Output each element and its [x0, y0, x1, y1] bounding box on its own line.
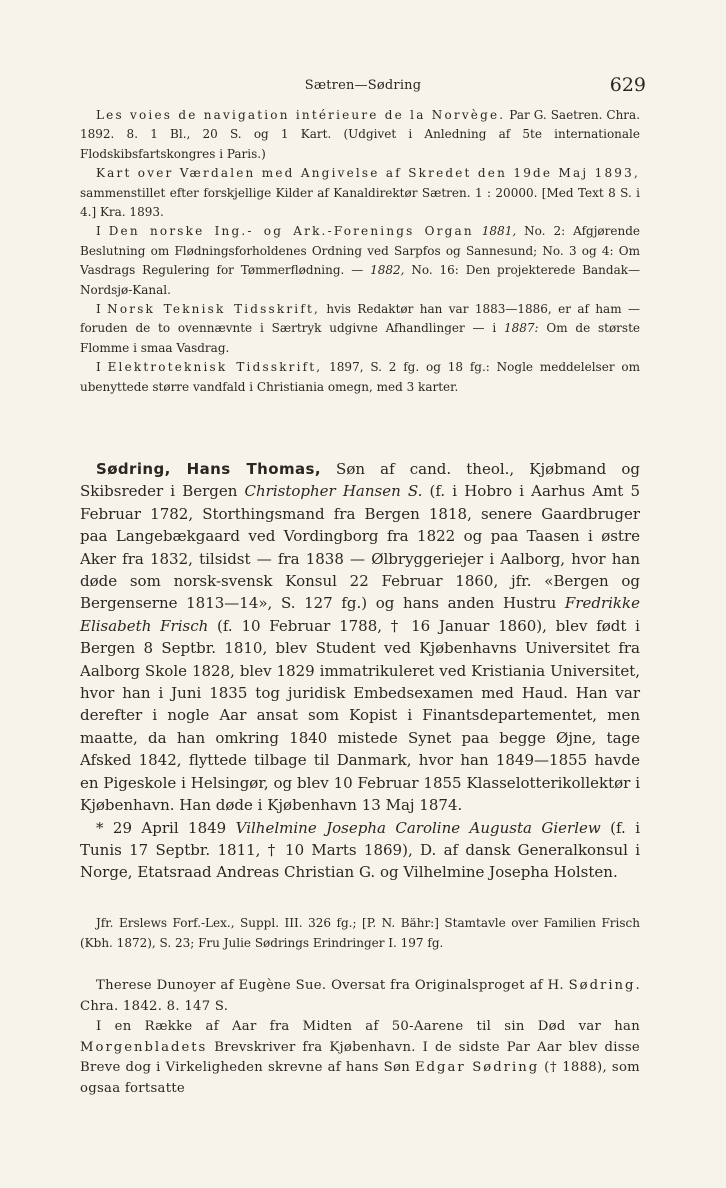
title-kart: Kart over Værdalen med Angivelse af Skredet den 19de Maj 1893,: [96, 166, 640, 181]
title-teknisk: Norsk Teknisk Tidsskrift,: [107, 302, 321, 317]
bib-entry-elektro: I Elektroteknisk Tidsskrift, 1897, S. 2 fg. og 18 fg.: Nogle meddelelser om ubenyttede større vandfald i Christiania omegn, med 3 karter.: [80, 360, 640, 394]
father-name: Christopher Hansen S.: [244, 482, 423, 501]
bib-entry-ing-organ: I Den norske Ing.- og Ark.-Forenings Organ 1881, No. 2: Afgjørende Beslutning om Flødningsforholdenes Ordning ved Sarpfos og Sannesund; No. 3 og 4: Om Vasdrags Regulering for Tømmerflødning. — 1882, No. 16: Den projekterede Bandak—Nordsjø-Kanal.: [80, 224, 640, 297]
mother-name: Fredrikke Elisabeth Frisch: [80, 594, 640, 635]
title-ing-organ: Den norske Ing.- og Ark.-Forenings Organ: [108, 224, 474, 239]
bib-entry-kart: Kart over Værdalen med Angivelse af Skredet den 19de Maj 1893, sammenstillet efter forskjellige Kilder af Kanaldirektør Sætren. 1 : 20000. [Med Text 8 S. i 4.] Kra. 1893.: [80, 166, 640, 220]
marriage-paragraph: * 29 April 1849 Vilhelmine Josepha Caroline Augusta Gierlew (f. i Tunis 17 Septbr. 1811, † 10 Marts 1869), D. af dansk Generalkonsul i Norge, Etatsraad Andreas Christian G. og Vilhelmine Josepha Holsten.: [80, 818, 640, 882]
work-morgenbladet: I en Række af Aar fra Midten af 50-Aarene til sin Død var han Morgenbladets Brevskriver fra Kjøbenhavn. I de sidste Par Aar blev disse Breve dog i Virkeligheden skrevne af hans Søn Edgar Sødring († 1888), som ogsaa fortsatte: [80, 1019, 640, 1096]
title-voies: Les voies de navigation intérieure de la Norvège.: [96, 108, 506, 122]
references: Jfr. Erslews Forf.-Lex., Suppl. III. 326 fg.; [P. N. Bähr:] Stamtavle over Familien Frisch (Kbh. 1872), S. 23; Fru Julie Sødrings Erindringer I. 197 fg.: [80, 916, 640, 950]
running-title: Sætren—Sødring: [304, 78, 422, 93]
bib-entry-voies: Les voies de navigation intérieure de la Norvège. Par G. Saetren. Chra. 1892. 8. 1 Bl., 20 S. og 1 Kart. (Udgivet i Anledning af 5te internationale Flodskibsfartskongres i Paris.): [80, 108, 641, 161]
bibliography-block: [80, 106, 640, 397]
wife-name: Vilhelmine Josepha Caroline Augusta Gierlew: [235, 818, 601, 837]
bib-entry-teknisk: I Norsk Teknisk Tidsskrift, hvis Redaktør han var 1883—1886, er af ham — foruden de to ovennævnte i Særtryk udgivne Afhandlinger — i 1887: Om de største Flomme i smaa Vasdrag.: [80, 302, 641, 355]
page-header: [80, 74, 646, 98]
work-therese: Therese Dunoyer af Eugène Sue. Oversat fra Originalsproget af H. Sødring. Chra. 1842. 8. 147 S.: [80, 978, 640, 1014]
works-list: [80, 976, 640, 1100]
title-elektro: Elektroteknisk Tidsskrift,: [107, 360, 323, 375]
biography-entry: [80, 458, 640, 884]
entry-name: Sødring, Hans Thomas,: [96, 460, 321, 478]
biography-paragraph: Sødring, Hans Thomas, Søn af cand. theol., Kjøbmand og Skibsreder i Bergen Christopher Hansen S. (f. i Hobro i Aarhus Amt 5 Februar 1782, Storthingsmand fra Bergen 1818, senere Gaardbruger paa Langebækgaard ved Vordingborg fra 1822 og paa Taasen i østre Aker fra 1832, tilsidst — fra 1838 — Ølbryggeriejer i Aalborg, hvor han døde som norsk-svensk Konsul 22 Februar 1860, jfr. «Bergen og Bergenserne 1813—14», S. 127 fg.) og hans anden Hustru Fredrikke Elisabeth Frisch (f. 10 Februar 1788, † 16 Januar 1860), blev født i Bergen 8 Septbr. 1810, blev Student ved Kjøbenhavns Universitet fra Aalborg Skole 1828, blev 1829 immatrikuleret ved Kristiania Universitet, hvor han i Juni 1835 tog juridisk Embedsexamen med Haud. Han var derefter i nogle Aar ansat som Kopist i Finantsdepartementet, men maatte, da han omkring 1840 mistede Synet paa begge Øjne, tage Afsked 1842, flyttede tilbage til Danmark, hvor han 1849—1855 havde en Pigeskole i Helsingør, og blev 10 Februar 1855 Klasselotterikollektør i Kjøbenhavn. Han døde i Kjøbenhavn 13 Maj 1874.: [80, 460, 641, 815]
page-number: 629: [609, 74, 646, 96]
